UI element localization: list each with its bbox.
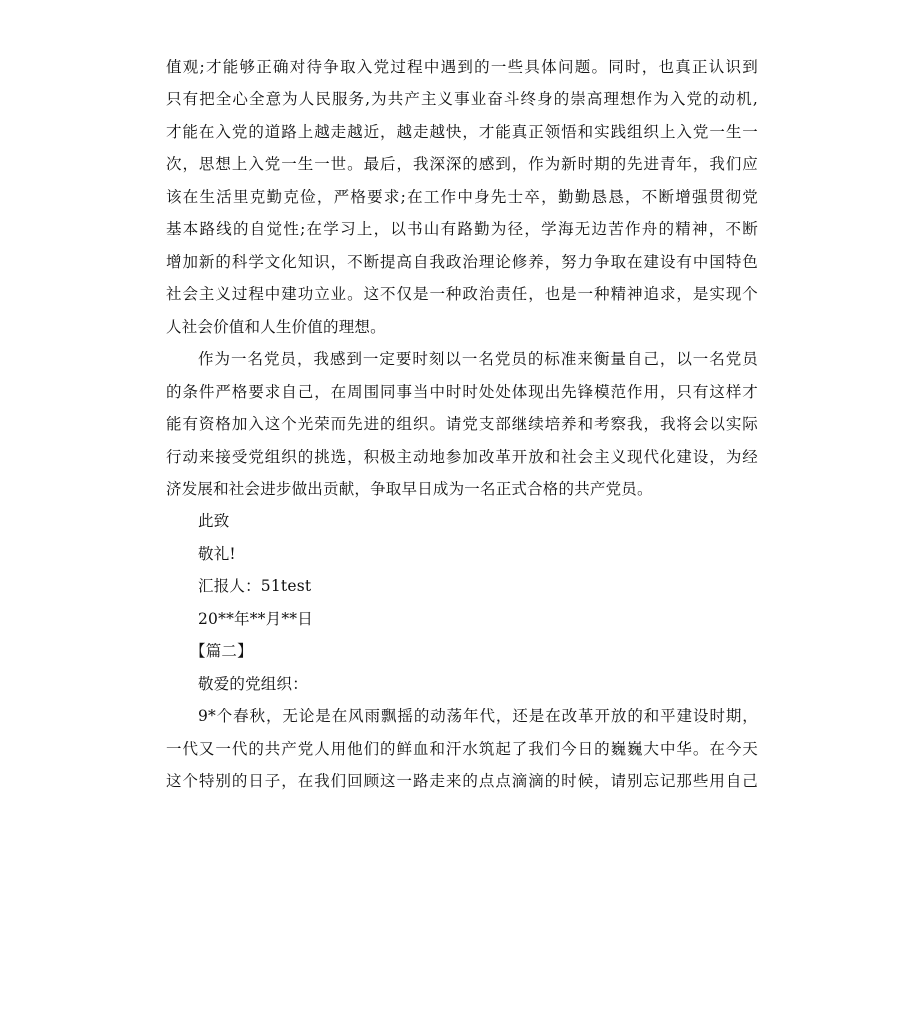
greeting-line: 敬爱的党组织： — [198, 675, 308, 693]
paragraph-line: 增加新的科学文化知识，不断提高自我政治理论修养，努力争取在建设有中国特色 — [166, 253, 758, 271]
paragraph-line: 该在生活里克勤克俭，严格要求;在工作中身先士卒，勤勤恳恳，不断增强贯彻党 — [166, 188, 758, 206]
paragraph-line: 9*个春秋，无论是在风雨飘摇的动荡年代，还是在改革开放的和平建设时期， — [198, 707, 758, 725]
paragraph-line: 的条件严格要求自己，在周围同事当中时时处处体现出先锋模范作用，只有这样才 — [166, 383, 758, 401]
paragraph-line: 这个特别的日子，在我们回顾这一路走来的点点滴滴的时候，请别忘记那些用自己 — [166, 772, 758, 790]
paragraph-line: 只有把全心全意为人民服务,为共产主义事业奋斗终身的崇高理想作为入党的动机, — [166, 90, 758, 108]
reporter-line: 汇报人：51test — [198, 577, 312, 595]
paragraph-line: 作为一名党员，我感到一定要时刻以一名党员的标准来衡量自己，以一名党员 — [198, 350, 758, 368]
closing-text: 此致 — [198, 512, 230, 530]
paragraph-line: 一代又一代的共产党人用他们的鲜血和汗水筑起了我们今日的巍巍大中华。在今天 — [166, 740, 758, 758]
paragraph-line: 值观;才能够正确对待争取入党过程中遇到的一些具体问题。同时，也真正认识到 — [166, 58, 758, 76]
salute-text: 敬礼! — [198, 545, 236, 563]
paragraph-line: 次，思想上入党一生一世。最后，我深深的感到，作为新时期的先进青年，我们应 — [166, 155, 758, 173]
paragraph-line: 人社会价值和人生价值的理想。 — [166, 318, 386, 336]
paragraph-line: 社会主义过程中建功立业。这不仅是一种政治责任，也是一种精神追求，是实现个 — [166, 285, 758, 303]
paragraph-line: 行动来接受党组织的挑选，积极主动地参加改革开放和社会主义现代化建设，为经 — [166, 448, 758, 466]
date-line: 20**年**月**日 — [198, 610, 313, 628]
section-heading: 【篇二】 — [190, 642, 253, 660]
paragraph-line: 才能在入党的道路上越走越近，越走越快，才能真正领悟和实践组织上入党一生一 — [166, 123, 758, 141]
paragraph-line: 济发展和社会进步做出贡献，争取早日成为一名正式合格的共产党员。 — [166, 480, 653, 498]
paragraph-line: 基本路线的自觉性;在学习上，以书山有路勤为径，学海无边苦作舟的精神，不断 — [166, 220, 758, 238]
paragraph-line: 能有资格加入这个光荣而先进的组织。请党支部继续培养和考察我，我将会以实际 — [166, 415, 758, 433]
